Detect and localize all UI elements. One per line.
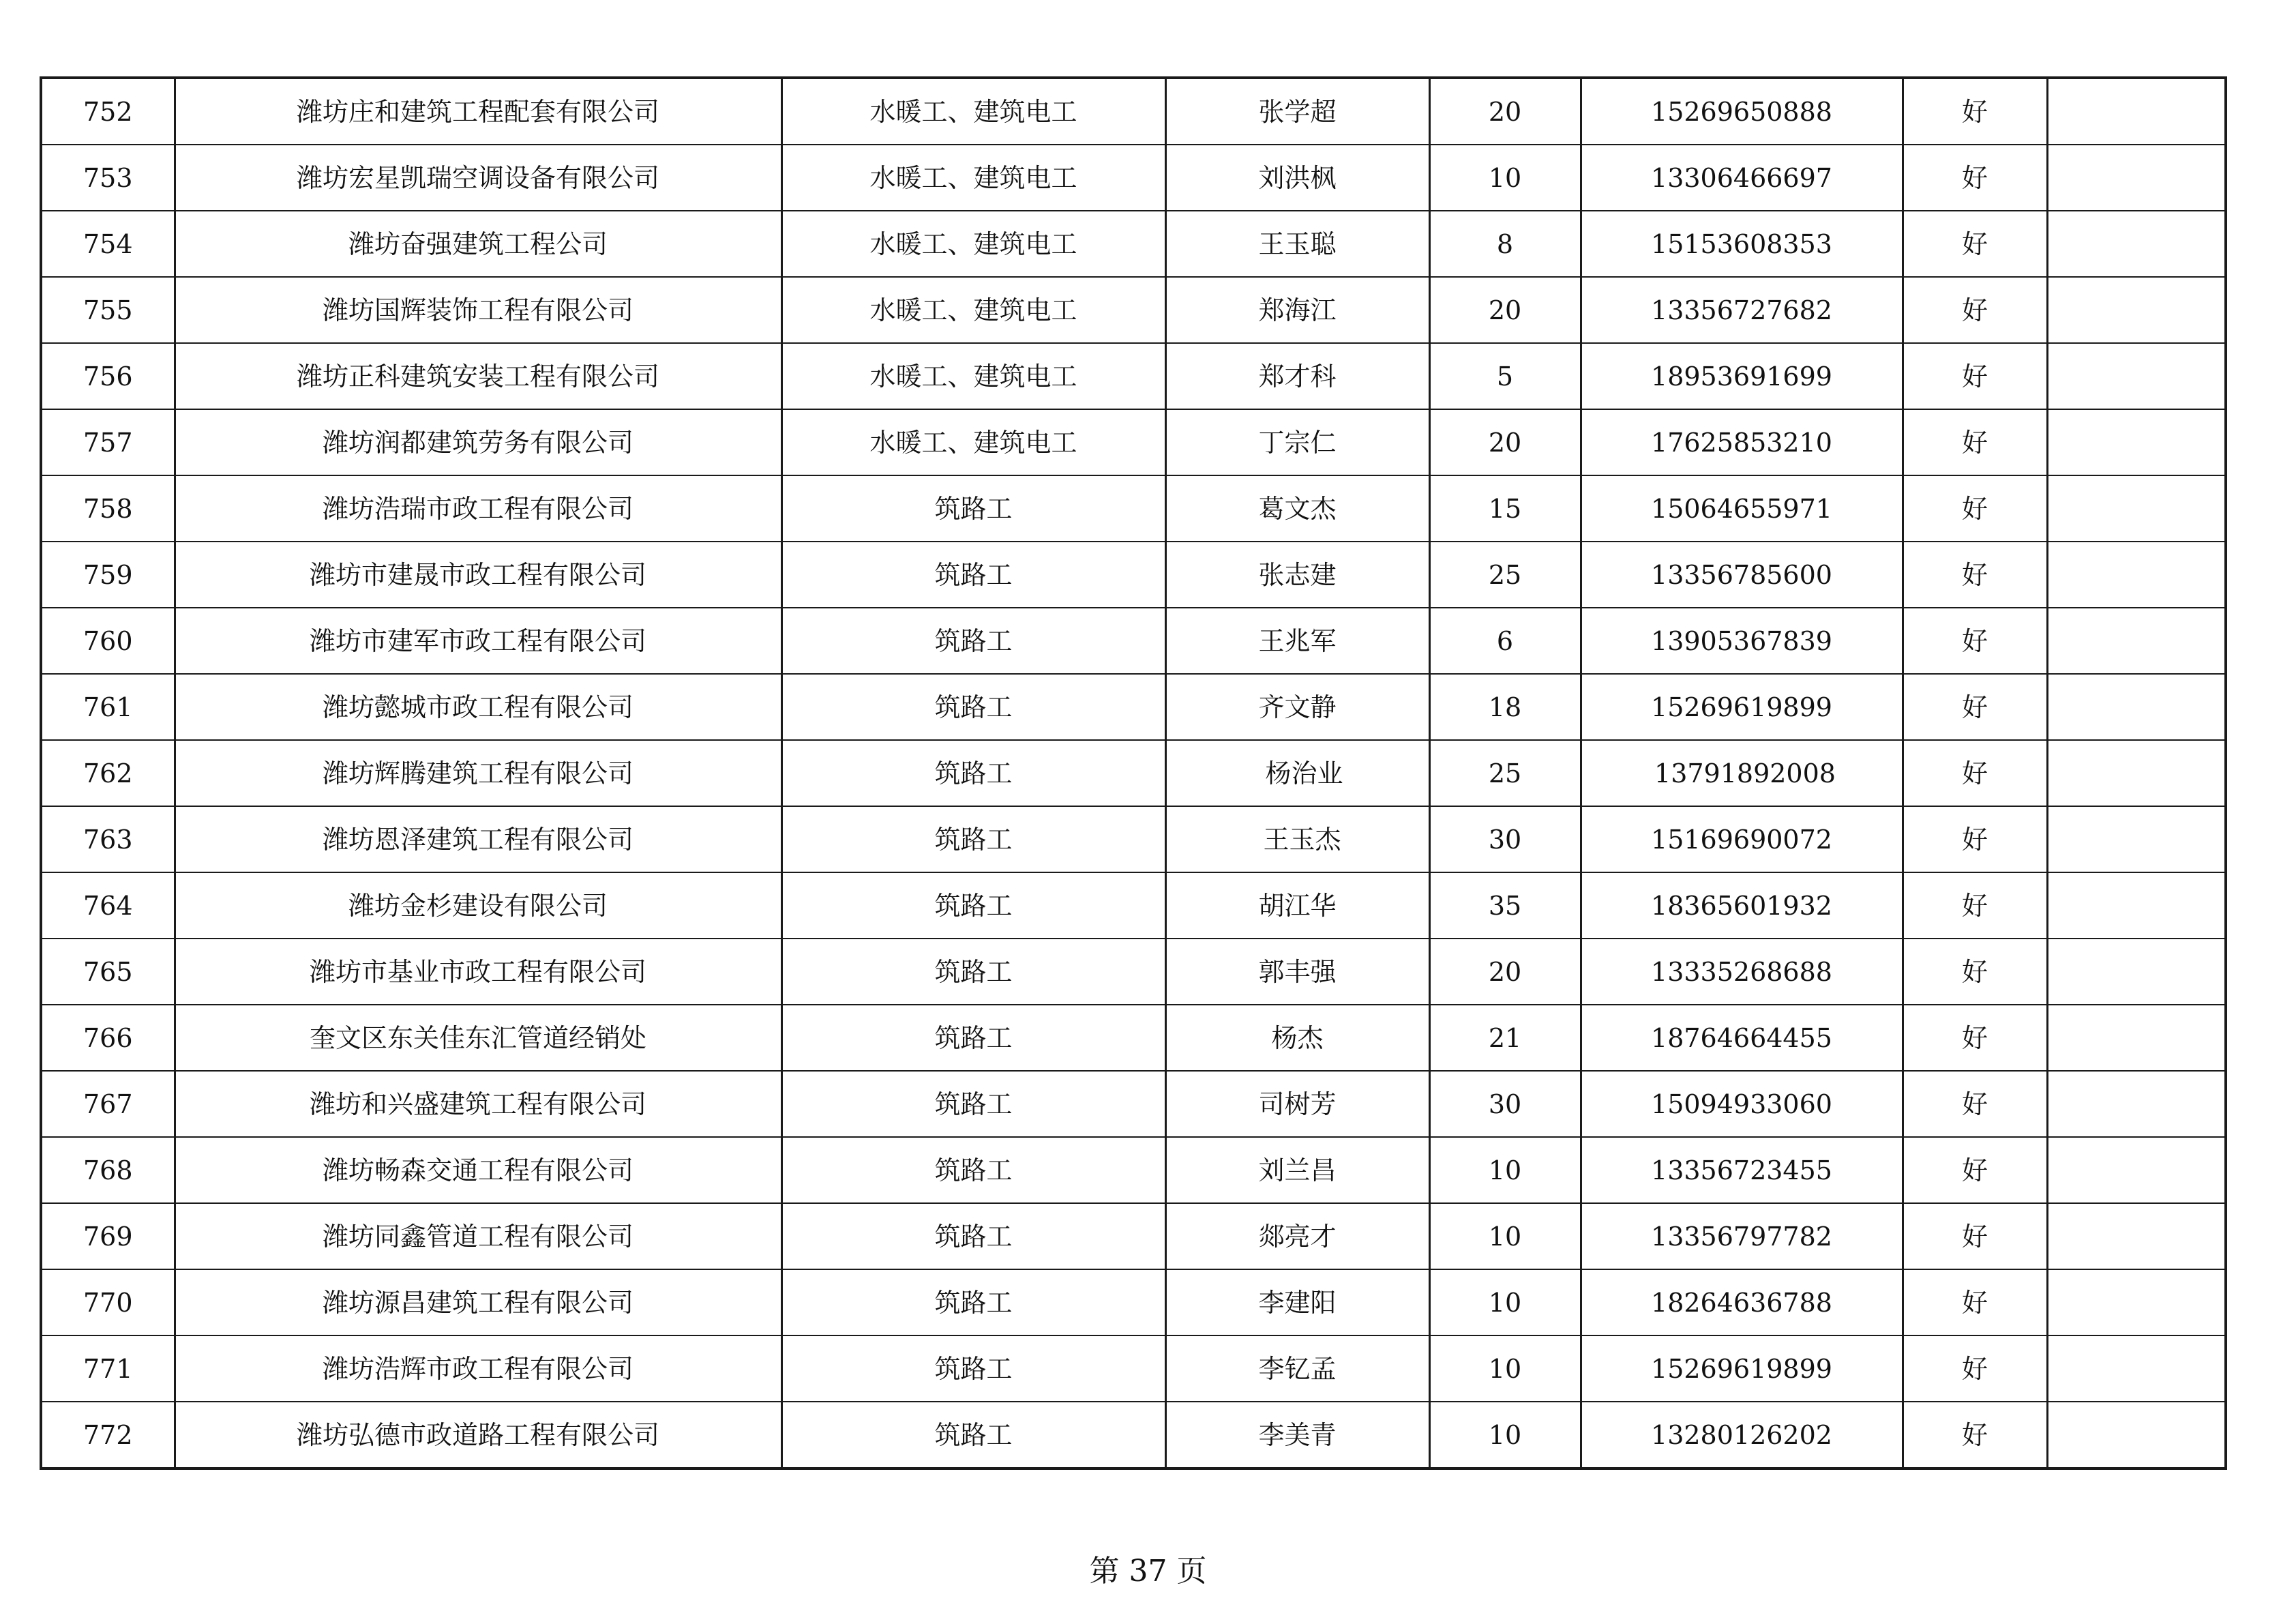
row-number-cell: 753	[41, 145, 175, 211]
company-name-cell: 潍坊市建晟市政工程有限公司	[175, 542, 781, 608]
phone-number-cell: 18764664455	[1581, 1005, 1903, 1071]
headcount-cell: 6	[1429, 608, 1581, 674]
headcount-cell: 10	[1429, 1402, 1581, 1468]
table-row	[41, 145, 2226, 211]
row-number-cell: 769	[41, 1203, 175, 1269]
rating-cell: 好	[1903, 740, 2047, 806]
phone-number-cell: 13280126202	[1581, 1402, 1903, 1468]
remarks-cell	[2047, 674, 2226, 740]
row-number-cell: 757	[41, 409, 175, 475]
headcount-cell: 10	[1429, 145, 1581, 211]
contact-person-cell: 王兆军	[1165, 608, 1429, 674]
contact-person-cell: 司树芳	[1165, 1071, 1429, 1137]
phone-number-cell: 13306466697	[1581, 145, 1903, 211]
company-name-cell: 潍坊金杉建设有限公司	[175, 872, 781, 939]
headcount-cell: 5	[1429, 343, 1581, 409]
rating-cell: 好	[1903, 145, 2047, 211]
remarks-cell	[2047, 608, 2226, 674]
company-name-cell: 潍坊奋强建筑工程公司	[175, 211, 781, 277]
remarks-cell	[2047, 211, 2226, 277]
headcount-cell: 20	[1429, 78, 1581, 145]
company-name-cell: 潍坊浩辉市政工程有限公司	[175, 1335, 781, 1402]
job-type-cell: 筑路工	[781, 608, 1165, 674]
table-row	[41, 806, 2226, 872]
row-number-cell: 754	[41, 211, 175, 277]
headcount-cell: 30	[1429, 806, 1581, 872]
company-name-cell: 潍坊源昌建筑工程有限公司	[175, 1269, 781, 1335]
remarks-cell	[2047, 939, 2226, 1005]
rating-cell: 好	[1903, 1335, 2047, 1402]
remarks-cell	[2047, 1269, 2226, 1335]
rating-cell: 好	[1903, 872, 2047, 939]
row-number-cell: 761	[41, 674, 175, 740]
company-name-cell: 潍坊辉腾建筑工程有限公司	[175, 740, 781, 806]
headcount-cell: 8	[1429, 211, 1581, 277]
company-name-cell: 潍坊浩瑞市政工程有限公司	[175, 475, 781, 542]
row-number-cell: 772	[41, 1402, 175, 1468]
table-row	[41, 608, 2226, 674]
company-name-cell: 潍坊同鑫管道工程有限公司	[175, 1203, 781, 1269]
job-type-cell: 筑路工	[781, 1269, 1165, 1335]
remarks-cell	[2047, 740, 2226, 806]
contact-person-cell: 杨治业	[1165, 740, 1429, 806]
headcount-cell: 10	[1429, 1269, 1581, 1335]
remarks-cell	[2047, 1137, 2226, 1203]
company-name-cell: 潍坊市建军市政工程有限公司	[175, 608, 781, 674]
job-type-cell: 水暖工、建筑电工	[781, 343, 1165, 409]
row-number-cell: 755	[41, 277, 175, 343]
headcount-cell: 25	[1429, 740, 1581, 806]
table-row	[41, 1335, 2226, 1402]
contact-person-cell: 郑海江	[1165, 277, 1429, 343]
company-name-cell: 潍坊国辉装饰工程有限公司	[175, 277, 781, 343]
contact-person-cell: 张学超	[1165, 78, 1429, 145]
job-type-cell: 水暖工、建筑电工	[781, 145, 1165, 211]
contact-person-cell: 丁宗仁	[1165, 409, 1429, 475]
remarks-cell	[2047, 343, 2226, 409]
headcount-cell: 35	[1429, 872, 1581, 939]
phone-number-cell: 13905367839	[1581, 608, 1903, 674]
phone-number-cell: 18953691699	[1581, 343, 1903, 409]
table-row	[41, 78, 2226, 145]
row-number-cell: 767	[41, 1071, 175, 1137]
company-name-cell: 奎文区东关佳东汇管道经销处	[175, 1005, 781, 1071]
contact-person-cell: 李钇孟	[1165, 1335, 1429, 1402]
rating-cell: 好	[1903, 806, 2047, 872]
company-name-cell: 潍坊畅森交通工程有限公司	[175, 1137, 781, 1203]
phone-number-cell: 15064655971	[1581, 475, 1903, 542]
contact-person-cell: 张志建	[1165, 542, 1429, 608]
remarks-cell	[2047, 1335, 2226, 1402]
job-type-cell: 筑路工	[781, 542, 1165, 608]
headcount-cell: 25	[1429, 542, 1581, 608]
company-name-cell: 潍坊宏星凯瑞空调设备有限公司	[175, 145, 781, 211]
job-type-cell: 筑路工	[781, 1071, 1165, 1137]
table-row	[41, 674, 2226, 740]
job-type-cell: 筑路工	[781, 1335, 1165, 1402]
table-body	[41, 78, 2226, 1468]
contact-person-cell: 李建阳	[1165, 1269, 1429, 1335]
table-row	[41, 1203, 2226, 1269]
remarks-cell	[2047, 1071, 2226, 1137]
rating-cell: 好	[1903, 277, 2047, 343]
job-type-cell: 筑路工	[781, 1203, 1165, 1269]
phone-number-cell: 13356785600	[1581, 542, 1903, 608]
row-number-cell: 758	[41, 475, 175, 542]
table-row	[41, 277, 2226, 343]
job-type-cell: 筑路工	[781, 806, 1165, 872]
remarks-cell	[2047, 409, 2226, 475]
row-number-cell: 768	[41, 1137, 175, 1203]
rating-cell: 好	[1903, 608, 2047, 674]
remarks-cell	[2047, 78, 2226, 145]
job-type-cell: 筑路工	[781, 1005, 1165, 1071]
rating-cell: 好	[1903, 1269, 2047, 1335]
remarks-cell	[2047, 475, 2226, 542]
row-number-cell: 763	[41, 806, 175, 872]
row-number-cell: 766	[41, 1005, 175, 1071]
rating-cell: 好	[1903, 78, 2047, 145]
job-type-cell: 水暖工、建筑电工	[781, 78, 1165, 145]
row-number-cell: 771	[41, 1335, 175, 1402]
company-name-cell: 潍坊润都建筑劳务有限公司	[175, 409, 781, 475]
row-number-cell: 756	[41, 343, 175, 409]
remarks-cell	[2047, 145, 2226, 211]
contact-person-cell: 刘洪枫	[1165, 145, 1429, 211]
rating-cell: 好	[1903, 343, 2047, 409]
headcount-cell: 10	[1429, 1335, 1581, 1402]
phone-number-cell: 15153608353	[1581, 211, 1903, 277]
job-type-cell: 筑路工	[781, 1137, 1165, 1203]
remarks-cell	[2047, 542, 2226, 608]
job-type-cell: 筑路工	[781, 674, 1165, 740]
headcount-cell: 18	[1429, 674, 1581, 740]
table-row	[41, 1402, 2226, 1468]
table-row	[41, 1269, 2226, 1335]
contact-person-cell: 郑才科	[1165, 343, 1429, 409]
table-row	[41, 343, 2226, 409]
job-type-cell: 筑路工	[781, 740, 1165, 806]
remarks-cell	[2047, 1005, 2226, 1071]
company-name-cell: 潍坊弘德市政道路工程有限公司	[175, 1402, 781, 1468]
headcount-cell: 10	[1429, 1137, 1581, 1203]
rating-cell: 好	[1903, 1203, 2047, 1269]
phone-number-cell: 18365601932	[1581, 872, 1903, 939]
phone-number-cell: 13356797782	[1581, 1203, 1903, 1269]
table-row	[41, 872, 2226, 939]
phone-number-cell: 15269619899	[1581, 674, 1903, 740]
page-number: 第 37 页	[1089, 1554, 1207, 1589]
job-type-cell: 筑路工	[781, 939, 1165, 1005]
table-row	[41, 542, 2226, 608]
headcount-cell: 15	[1429, 475, 1581, 542]
company-table	[40, 76, 2227, 1470]
phone-number-cell: 13356723455	[1581, 1137, 1903, 1203]
table-row	[41, 740, 2226, 806]
rating-cell: 好	[1903, 939, 2047, 1005]
phone-number-cell: 18264636788	[1581, 1269, 1903, 1335]
phone-number-cell: 15094933060	[1581, 1071, 1903, 1137]
rating-cell: 好	[1903, 674, 2047, 740]
job-type-cell: 筑路工	[781, 1402, 1165, 1468]
table-row	[41, 939, 2226, 1005]
headcount-cell: 20	[1429, 939, 1581, 1005]
job-type-cell: 水暖工、建筑电工	[781, 277, 1165, 343]
row-number-cell: 760	[41, 608, 175, 674]
rating-cell: 好	[1903, 409, 2047, 475]
table-row	[41, 1005, 2226, 1071]
rating-cell: 好	[1903, 475, 2047, 542]
remarks-cell	[2047, 806, 2226, 872]
contact-person-cell: 齐文静	[1165, 674, 1429, 740]
phone-number-cell: 13356727682	[1581, 277, 1903, 343]
rating-cell: 好	[1903, 1071, 2047, 1137]
row-number-cell: 764	[41, 872, 175, 939]
table-row	[41, 211, 2226, 277]
contact-person-cell: 杨杰	[1165, 1005, 1429, 1071]
phone-number-cell: 13335268688	[1581, 939, 1903, 1005]
row-number-cell: 752	[41, 78, 175, 145]
rating-cell: 好	[1903, 1005, 2047, 1071]
remarks-cell	[2047, 277, 2226, 343]
company-name-cell: 潍坊恩泽建筑工程有限公司	[175, 806, 781, 872]
headcount-cell: 10	[1429, 1203, 1581, 1269]
contact-person-cell: 刘兰昌	[1165, 1137, 1429, 1203]
company-name-cell: 潍坊庄和建筑工程配套有限公司	[175, 78, 781, 145]
phone-number-cell: 13791892008	[1581, 740, 1903, 806]
contact-person-cell: 葛文杰	[1165, 475, 1429, 542]
company-name-cell: 潍坊和兴盛建筑工程有限公司	[175, 1071, 781, 1137]
rating-cell: 好	[1903, 1137, 2047, 1203]
contact-person-cell: 李美青	[1165, 1402, 1429, 1468]
contact-person-cell: 郯亮才	[1165, 1203, 1429, 1269]
table-row	[41, 1071, 2226, 1137]
table-row	[41, 409, 2226, 475]
rating-cell: 好	[1903, 542, 2047, 608]
contact-person-cell: 王玉杰	[1165, 806, 1429, 872]
table-row	[41, 475, 2226, 542]
job-type-cell: 水暖工、建筑电工	[781, 409, 1165, 475]
headcount-cell: 30	[1429, 1071, 1581, 1137]
row-number-cell: 765	[41, 939, 175, 1005]
company-name-cell: 潍坊市基业市政工程有限公司	[175, 939, 781, 1005]
phone-number-cell: 15269650888	[1581, 78, 1903, 145]
headcount-cell: 20	[1429, 409, 1581, 475]
company-name-cell: 潍坊正科建筑安装工程有限公司	[175, 343, 781, 409]
contact-person-cell: 胡江华	[1165, 872, 1429, 939]
headcount-cell: 21	[1429, 1005, 1581, 1071]
remarks-cell	[2047, 872, 2226, 939]
remarks-cell	[2047, 1402, 2226, 1468]
job-type-cell: 筑路工	[781, 475, 1165, 542]
row-number-cell: 762	[41, 740, 175, 806]
remarks-cell	[2047, 1203, 2226, 1269]
phone-number-cell: 15269619899	[1581, 1335, 1903, 1402]
row-number-cell: 770	[41, 1269, 175, 1335]
phone-number-cell: 15169690072	[1581, 806, 1903, 872]
job-type-cell: 水暖工、建筑电工	[781, 211, 1165, 277]
contact-person-cell: 王玉聪	[1165, 211, 1429, 277]
contact-person-cell: 郭丰强	[1165, 939, 1429, 1005]
company-name-cell: 潍坊懿城市政工程有限公司	[175, 674, 781, 740]
table-row	[41, 1137, 2226, 1203]
rating-cell: 好	[1903, 1402, 2047, 1468]
job-type-cell: 筑路工	[781, 872, 1165, 939]
headcount-cell: 20	[1429, 277, 1581, 343]
row-number-cell: 759	[41, 542, 175, 608]
rating-cell: 好	[1903, 211, 2047, 277]
phone-number-cell: 17625853210	[1581, 409, 1903, 475]
